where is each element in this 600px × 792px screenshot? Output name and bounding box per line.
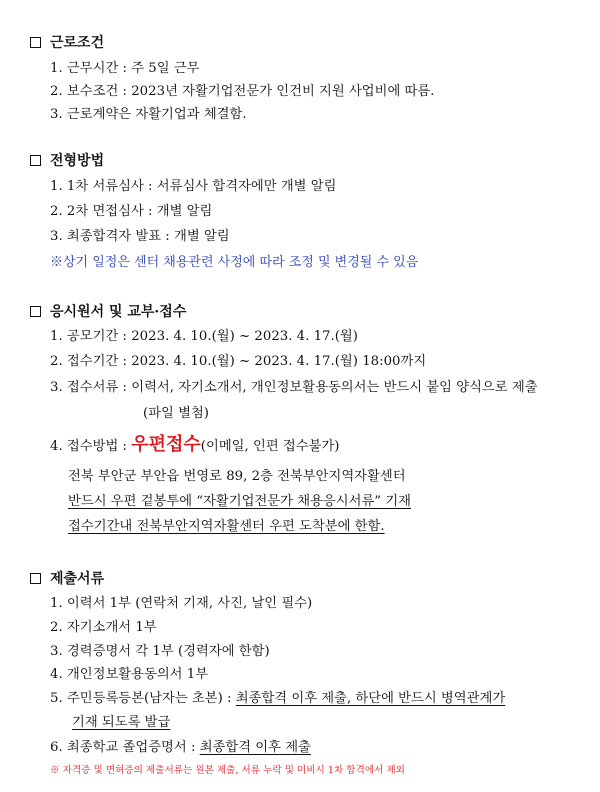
document-screening-item: 1. 1차 서류심사 : 서류심사 합격자에만 개별 알림 <box>50 179 337 194</box>
self-intro-item: 2. 자기소개서 1부 <box>50 620 157 635</box>
interview-item: 2. 2차 면접심사 : 개별 알림 <box>50 204 213 219</box>
resume-item: 1. 이력서 1부 (연락처 기재, 사진, 날인 필수) <box>50 596 313 611</box>
application-documents-item: 3. 접수서류 : 이력서, 자기소개서, 개인정보활용동의서는 반드시 붙임 양식으로 제출 <box>50 380 538 395</box>
arrival-deadline-note: 접수기간내 전북부안지역자활센터 우편 도착분에 한함. <box>68 519 385 534</box>
schedule-notice: ※상기 일정은 센터 채용관련 사정에 따라 조정 및 변경될 수 있음 <box>50 255 419 270</box>
envelope-instruction: 반드시 우편 겉봉투에 “자활기업전문가 채용응시서류” 기재 <box>68 494 412 509</box>
work-hours-item: 1. 근무시간 : 주 5일 근무 <box>50 61 200 76</box>
checkbox-square-icon <box>30 155 41 166</box>
recruitment-period-item: 1. 공모기간 : 2023. 4. 10.(월) ~ 2023. 4. 17.(월) <box>50 329 358 344</box>
section-heading-work-conditions: 근로조건 <box>30 32 104 52</box>
career-certificate-item: 3. 경력증명서 각 1부 (경력자에 한함) <box>50 644 270 659</box>
salary-item: 2. 보수조건 : 2023년 자활기업전문가 인건비 지원 사업비에 따름. <box>50 84 435 99</box>
contract-item: 3. 근로계약은 자활기업과 체결함. <box>50 107 247 122</box>
file-attached-note: (파일 별첨) <box>143 406 209 421</box>
document-submission-notice: ※ 자격증 및 면허증의 제출서류는 원본 제출, 서류 누락 및 미비시 1차 합격에서 제외 <box>50 765 405 776</box>
section-heading-documents: 제출서류 <box>30 568 104 588</box>
application-period-item: 2. 접수기간 : 2023. 4. 10.(월) ~ 2023. 4. 17.(월) 18:00까지 <box>50 354 427 369</box>
privacy-consent-item: 4. 개인정보활용동의서 1부 <box>50 667 209 682</box>
final-announcement-item: 3. 최종합격자 발표 : 개별 알림 <box>50 229 230 244</box>
application-method-item: 4. 접수방법 : 우편접수(이메일, 인편 접수불가) <box>50 434 340 455</box>
section-heading-selection: 전형방법 <box>30 150 104 170</box>
resident-registration-item: 5. 주민등록등본(남자는 초본) : 최종합격 이후 제출, 하단에 반드시 병역관계가 <box>50 691 506 706</box>
mail-submission-emphasis: 우편접수 <box>131 434 201 455</box>
checkbox-square-icon <box>30 573 41 584</box>
mailing-address: 전북 부안군 부안읍 번영로 89, 2층 전북부안지역자활센터 <box>68 469 406 484</box>
checkbox-square-icon <box>30 306 41 317</box>
resident-registration-cont: 기재 되도록 발급 <box>72 715 171 730</box>
checkbox-square-icon <box>30 37 41 48</box>
section-heading-application: 응시원서 및 교부·접수 <box>30 301 186 321</box>
graduation-certificate-item: 6. 최종학교 졸업증명서 : 최종합격 이후 제출 <box>50 740 311 755</box>
